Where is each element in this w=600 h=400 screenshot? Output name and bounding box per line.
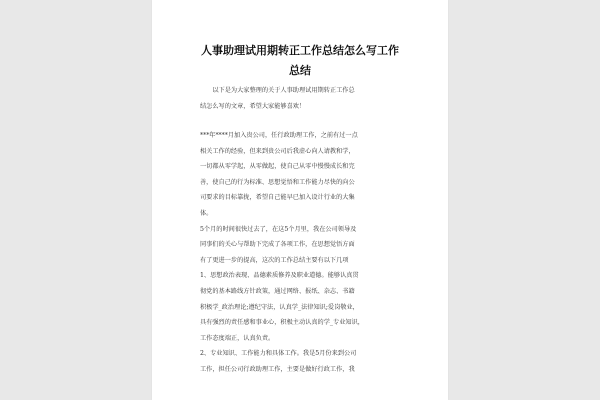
intro-line: 结怎么写的文章，希望大家能够喜欢！ [200,102,306,110]
body-line: 体。 [200,209,213,217]
body-line: 善，使自己的行为标准、思想觉悟和工作能力尽快的向公 [200,178,355,186]
intro-paragraph [200,83,410,114]
body-line: 工作，担任公司行政助理工作，主要是做好行政工作，我 [200,365,355,373]
body-line: 相关工作的经验，但来到贵公司后我虚心向人请教和学， [200,147,355,155]
body-line: 同事们的关心与帮助下完成了各项工作，在思想觉悟方面 [200,241,355,249]
document-title-line-2: 总结 [289,64,311,77]
body-line: 5个月的时间很快过去了，在这5个月里，我在公司领导及 [200,225,357,233]
document-title-line-1: 人事助理试用期转正工作总结怎么写工作 [201,44,399,57]
body-line: 1、思想政治表现、品德素质修养及职业道德。能够认真贯 [200,272,359,280]
body-text [200,128,410,378]
body-line: 有了更进一步的提高，这次的工作总结主要有以下几项 [200,256,349,264]
body-line: 司要求的目标靠拢，希望自己能早已加入设计行业的大集 [200,194,355,202]
body-line: 2、专业知识、工作能力和具体工作。我是5月份来到公司 [200,350,357,358]
body-line: 具有强烈的责任感和事业心，积极主动认真的学_专业知识， [200,319,364,327]
body-line: 工作态度端正，认真负责。 [200,334,275,342]
body-line: 一切都从零学起，从零做起，使自己从零中慢慢成长和完 [200,163,355,171]
body-line: 彻党的基本路线方针政策，通过网络、报纸、杂志、书籍 [200,287,355,295]
intro-line: 以下是为大家整理的关于人事助理试用期转正工作总 [200,87,355,94]
document-page [152,0,448,400]
body-line: ***年****月加入贵公司，任行政助理工作，之前有过一点 [200,132,358,139]
body-line: 积极学_政治理论;遵纪守法，认真学_法律知识;爱岗敬业， [200,303,359,311]
